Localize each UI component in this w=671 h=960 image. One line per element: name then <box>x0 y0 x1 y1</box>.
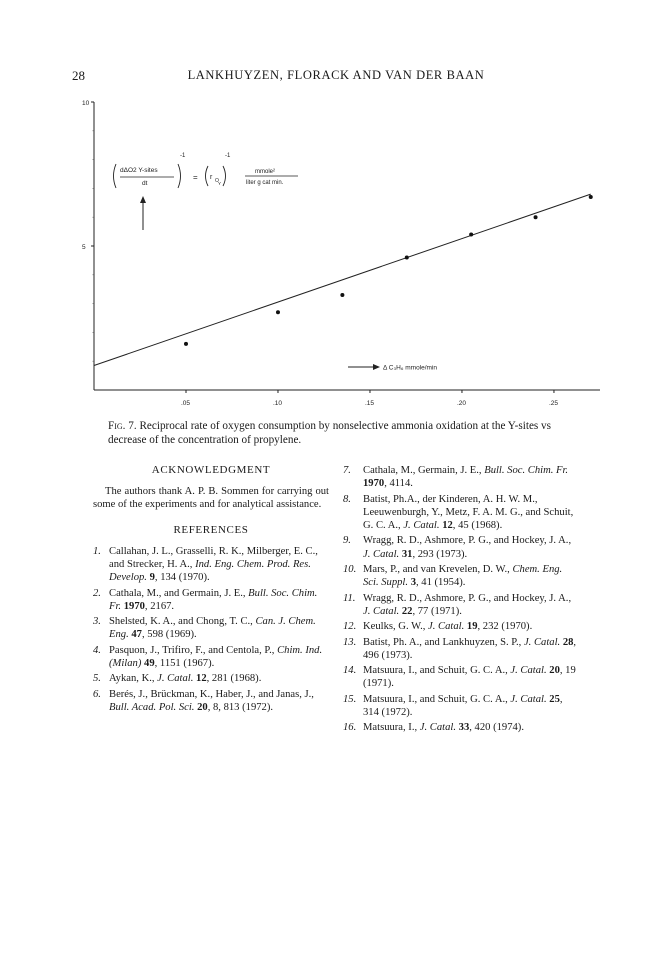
reference-item <box>343 636 580 662</box>
data-point <box>589 195 593 199</box>
reference-number: 10. <box>343 563 357 575</box>
reference-item <box>343 620 580 633</box>
reference-text: Wragg, R. D., Ashmore, P. G., and Hockey, J. A., J. Catal. 31, 293 (1973). <box>363 535 572 560</box>
formula-r-sub: O <box>215 178 219 184</box>
x-tick-label: .05 <box>180 400 191 407</box>
page-number: 28 <box>72 68 85 83</box>
right-arrow-head <box>373 364 380 370</box>
data-point <box>184 342 188 346</box>
reference-text: Keulks, G. W., J. Catal. 19, 232 (1970). <box>363 621 533 633</box>
reference-text: Aykan, K., J. Catal. 12, 281 (1968). <box>109 673 262 685</box>
page-header <box>72 68 600 86</box>
reference-item <box>343 493 580 533</box>
reference-number: 1. <box>93 545 101 557</box>
figure-label: Fig. 7. <box>108 420 137 432</box>
reference-number: 2. <box>93 587 101 599</box>
running-head: LANKHUYZEN, FLORACK AND VAN DER BAAN <box>187 68 485 82</box>
reference-text: Batist, Ph. A., and Lankhuyzen, S. P., J. Catal. 28, 496 (1973). <box>363 636 577 661</box>
reference-text: Matsuura, I., J. Catal. 33, 420 (1974). <box>363 722 524 734</box>
reference-item <box>93 615 329 641</box>
reference-text: Callahan, J. L., Grasselli, R. K., Milberger, E. C., and Strecker, H. A., Ind. Eng. Chem. Prod. Res. Develop. 9, 134 (1970). <box>109 545 318 584</box>
x-tick-label: .15 <box>364 400 375 407</box>
reference-number: 6. <box>93 688 101 700</box>
references-left-list <box>93 545 329 714</box>
reference-text: Shelsted, K. A., and Chong, T. C., Can. J. Chem. Eng. 47, 598 (1969). <box>109 616 316 641</box>
reference-number: 7. <box>343 465 351 476</box>
reference-number: 9. <box>343 535 351 547</box>
reference-item <box>343 534 580 560</box>
tick-labels <box>82 100 558 407</box>
reference-number: 16. <box>343 722 357 734</box>
left-column <box>93 464 329 716</box>
data-point <box>405 256 409 260</box>
x-axis-label: Δ C₃H₆ mmole/min <box>383 364 438 372</box>
fit-line-group <box>94 194 591 365</box>
formula-units-top: mmole² <box>255 169 276 175</box>
formula-r-sub2: Y <box>218 181 222 186</box>
data-point <box>534 215 538 219</box>
chart-axes <box>91 102 600 393</box>
reference-text: Cathala, M., Germain, J. E., Bull. Soc. Chim. Fr. 1970, 4114. <box>363 465 569 490</box>
x-tick-label: .10 <box>272 400 283 407</box>
reference-number: 5. <box>93 673 101 685</box>
y-tick-label: 10 <box>82 100 90 107</box>
reference-number: 13. <box>343 636 357 648</box>
x-tick-label: .25 <box>548 400 559 407</box>
formula-r: r <box>210 174 213 181</box>
figure-caption <box>108 419 588 447</box>
fit-line <box>94 194 591 365</box>
reference-number: 12. <box>343 621 357 633</box>
reference-item <box>343 693 580 719</box>
reference-number: 4. <box>93 644 101 656</box>
reference-item <box>93 688 329 714</box>
reference-text: Matsuura, I., and Schuit, G. C. A., J. Catal. 20, 19 (1971). <box>363 665 576 690</box>
reference-text: Batist, Ph.A., der Kinderen, A. H. W. M., Leeuwenburgh, Y., Metz, F. A. M. G., and Schuit, G. C. A., J. Catal. 12, 45 (1968). <box>363 493 574 531</box>
x-tick-label: .20 <box>456 400 467 407</box>
reference-item <box>343 664 580 690</box>
reference-number: 14. <box>343 665 357 677</box>
reference-number: 11. <box>343 592 356 604</box>
right-column <box>343 464 580 737</box>
caption-text: Reciprocal rate of oxygen consumption by nonselective ammonia oxidation at the Y-sites vs decrease of the concentration of propylene. <box>108 420 552 446</box>
data-point <box>469 232 473 236</box>
formula-lhs-top: dΔO2 Y-sites <box>120 167 158 174</box>
reference-item <box>93 545 329 585</box>
reference-item <box>93 672 329 685</box>
reference-item <box>93 587 329 613</box>
reference-item <box>343 563 580 589</box>
ack-heading: ACKNOWLEDGMENT <box>151 464 271 476</box>
y-axis-formula <box>114 153 299 230</box>
x-axis-label-group <box>348 364 437 372</box>
reference-text: Matsuura, I., and Schuit, G. C. A., J. Catal. 25, 314 (1972). <box>363 693 563 718</box>
formula-equals: = <box>193 173 198 182</box>
formula-exp-2: -1 <box>225 153 231 159</box>
reference-item <box>343 592 580 618</box>
reference-text: Mars, P., and van Krevelen, D. W., Chem. Eng. Sci. Suppl. 3, 41 (1954). <box>363 563 563 589</box>
reference-text: Berés, J., Brückman, K., Haber, J., and Janas, J., Bull. Acad. Pol. Sci. 20, 8, 813 (1972). <box>109 688 314 713</box>
reference-item <box>343 464 580 490</box>
data-point <box>340 293 344 297</box>
left-paren <box>114 164 117 188</box>
ack-text: The authors thank A. P. B. Sommen for carrying out some of the experiments and for analytical assistance. <box>93 486 329 511</box>
formula-lhs-bottom: dt <box>142 180 148 187</box>
references-heading: REFERENCES <box>173 523 249 536</box>
up-arrow-head <box>140 196 146 203</box>
data-points <box>184 195 593 346</box>
y-tick-label: 5 <box>82 244 86 251</box>
left-paren-2 <box>206 166 209 186</box>
reference-text: Wragg, R. D., Ashmore, P. G., and Hockey, J. A., J. Catal. 22, 77 (1971). <box>363 592 572 617</box>
reference-number: 8. <box>343 493 351 505</box>
data-point <box>276 310 280 314</box>
references-right-list <box>343 464 580 735</box>
reference-item <box>93 644 329 670</box>
reference-number: 15. <box>343 693 357 705</box>
reference-text: Cathala, M., and Germain, J. E., Bull. Soc. Chim. Fr. 1970, 2167. <box>109 587 318 612</box>
figure-7-chart <box>70 96 600 416</box>
formula-units-bottom: liter g cat min. <box>246 180 284 186</box>
reference-number: 3. <box>93 616 101 628</box>
reference-text: Pasquon, J., Trifiro, F., and Centola, P., Chim. Ind. (Milan) 49, 1151 (1967). <box>109 644 323 669</box>
reference-item <box>343 721 580 734</box>
formula-exp-1: -1 <box>180 153 186 159</box>
right-paren-2 <box>223 166 226 186</box>
right-paren <box>178 164 181 188</box>
